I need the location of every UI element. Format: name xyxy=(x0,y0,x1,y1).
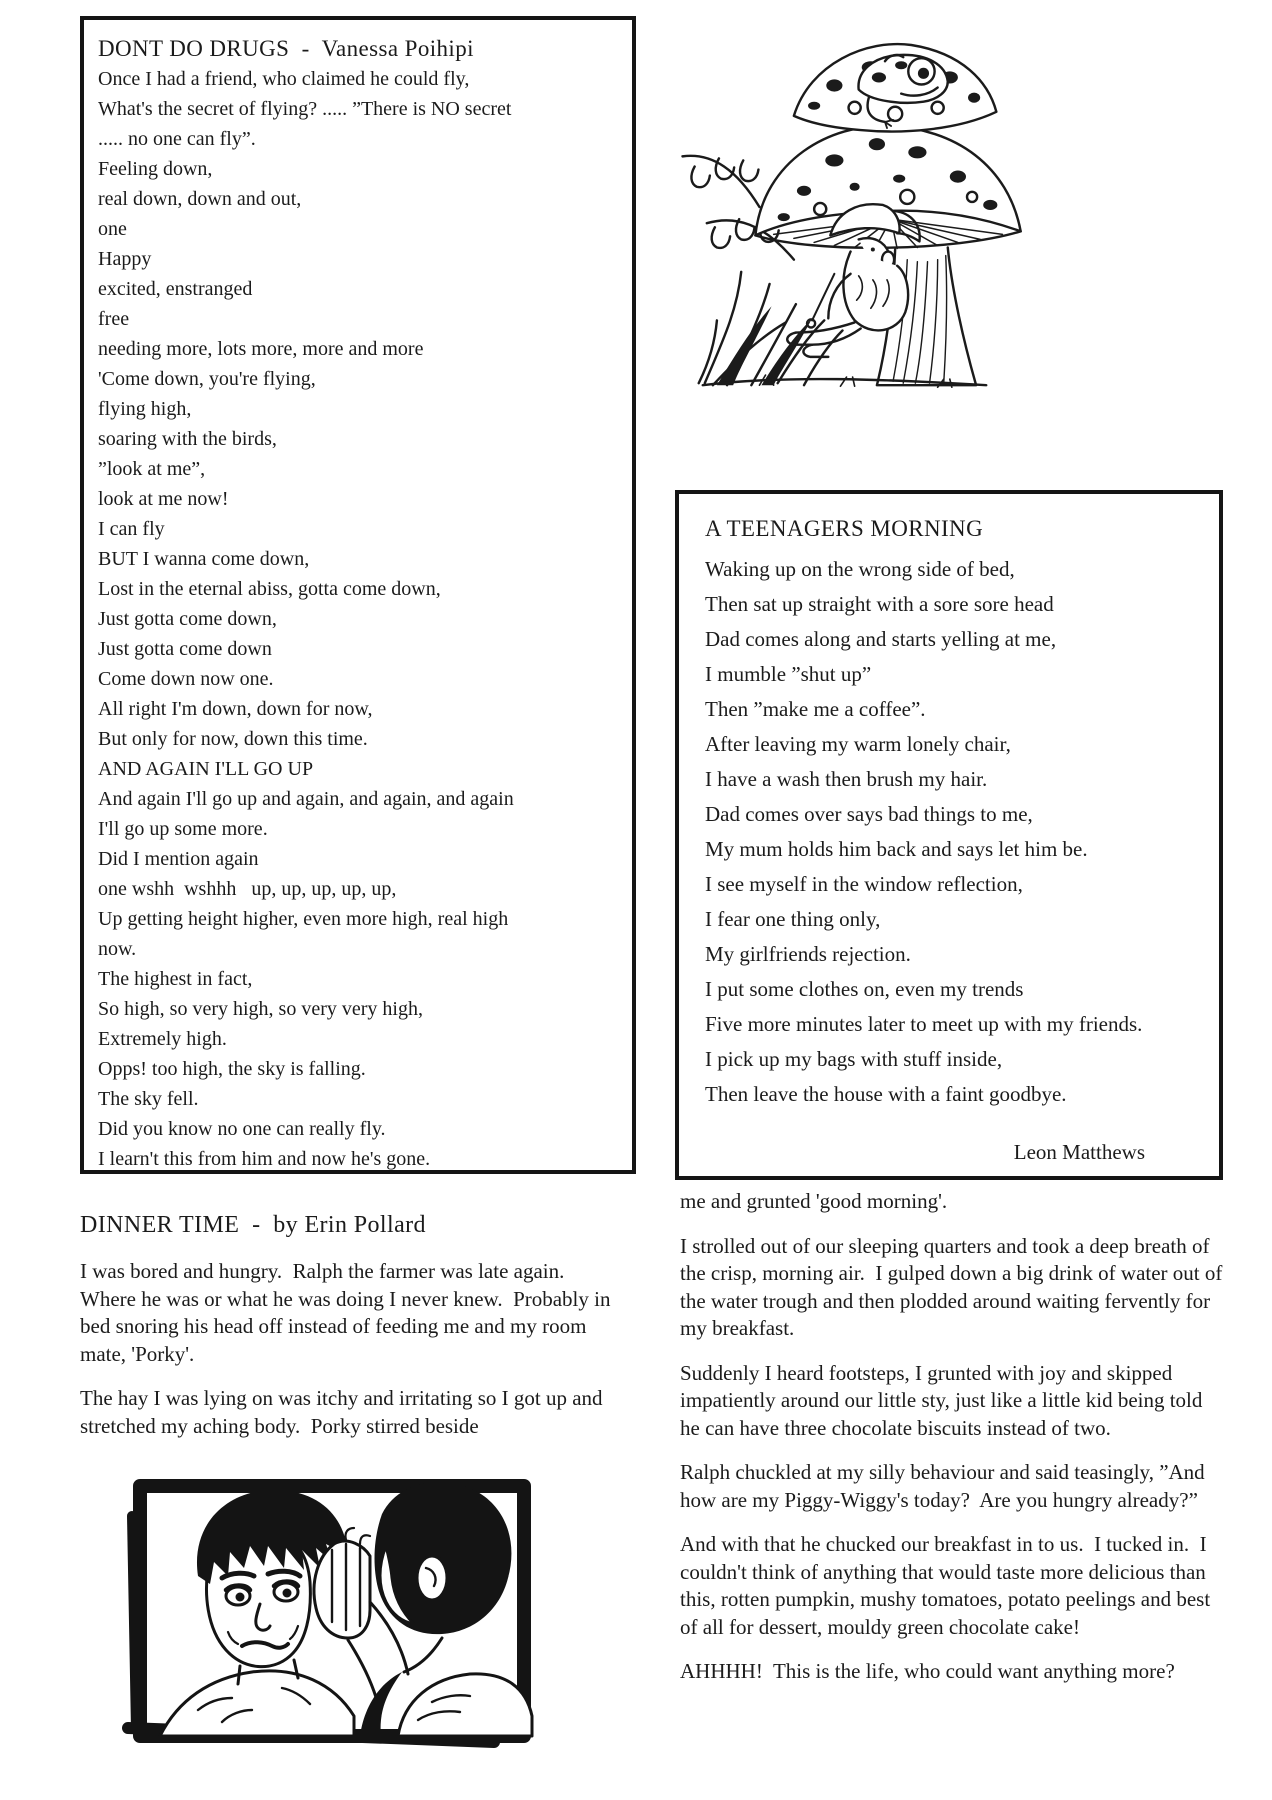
poem-line: Five more minutes later to meet up with my friends. xyxy=(705,1012,1143,1036)
poem-box-teenagers-morning xyxy=(675,490,1223,1180)
poem-line: I pick up my bags with stuff inside, xyxy=(705,1047,1003,1071)
mushroom-gnome-drawing xyxy=(642,18,1047,396)
poem-line: Once I had a friend, who claimed he could fly, xyxy=(98,68,470,90)
poem-line: ”look at me”, xyxy=(98,458,206,480)
poem-box-dont-do-drugs xyxy=(80,16,636,1174)
whispering-boys-drawing xyxy=(102,1426,547,1776)
poem-line: look at me now! xyxy=(98,488,229,510)
poem-morning-author: Leon Matthews xyxy=(1013,1140,1145,1164)
poem-morning-lines xyxy=(705,552,1209,1112)
story-paragraph: Suddenly I heard footsteps, I grunted with joy and skipped impatiently around our little sty, just like a little kid being told he can have three chocolate biscuits instead of two. xyxy=(680,1360,1208,1440)
poem-line: All right I'm down, down for now, xyxy=(98,698,373,720)
poem-line: Feeling down, xyxy=(98,158,213,180)
poem-line: Up getting height higher, even more high, real high xyxy=(98,908,509,930)
story-paragraph: I strolled out of our sleeping quarters and took a deep breath of the crisp, morning air. I gulped down a big drink of water out of the water trough and then plodded around waiting fervently for my breakfast. xyxy=(680,1233,1228,1340)
poem-line: Dad comes along and starts yelling at me, xyxy=(705,627,1057,651)
poem-line: AND AGAIN I'LL GO UP xyxy=(98,758,314,780)
poem-line: flying high, xyxy=(98,398,192,420)
poem-line: My girlfriends rejection. xyxy=(705,942,911,966)
poem-line: BUT I wanna come down, xyxy=(98,548,310,570)
poem-line: needing more, lots more, more and more xyxy=(98,338,424,360)
poem-line: Did you know no one can really fly. xyxy=(98,1118,386,1140)
poem-line: I have a wash then brush my hair. xyxy=(705,767,988,791)
poem-line: Dad comes over says bad things to me, xyxy=(705,802,1033,826)
poem-drugs-lines xyxy=(98,64,626,1174)
poem-line: Lost in the eternal abiss, gotta come down, xyxy=(98,578,441,600)
mushroom-gnome-illustration xyxy=(642,18,1047,396)
poem-line: And again I'll go up and again, and again, and again xyxy=(98,788,514,810)
poem-line: I put some clothes on, even my trends xyxy=(705,977,1024,1001)
poem-line: I fear one thing only, xyxy=(705,907,881,931)
poem-line: now. xyxy=(98,938,137,960)
poem-line: real down, down and out, xyxy=(98,188,302,210)
poem-line: soaring with the birds, xyxy=(98,428,277,450)
poem-line: Opps! too high, the sky is falling. xyxy=(98,1058,366,1080)
story-heading: DINNER TIME - by Erin Pollard xyxy=(80,1212,426,1238)
story-paragraph: I was bored and hungry. Ralph the farmer was late again. Where he was or what he was doing I never knew. Probably in bed snoring his head off instead of feeding me and my room mate, 'Porky'. xyxy=(80,1259,616,1366)
poem-line: After leaving my warm lonely chair, xyxy=(705,732,1011,756)
poem-line: What's the secret of flying? ..... ”There is NO secret xyxy=(98,98,512,120)
story-column-right xyxy=(680,1188,1228,1703)
poem-line: Happy xyxy=(98,248,152,270)
poem-line: I mumble ”shut up” xyxy=(705,662,872,686)
poem-line: Just gotta come down xyxy=(98,638,272,660)
poem-line: excited, enstranged xyxy=(98,278,253,300)
poem-line: The sky fell. xyxy=(98,1088,199,1110)
poem-line: ..... no one can fly”. xyxy=(98,128,256,150)
poem-line: My mum holds him back and says let him be. xyxy=(705,837,1088,861)
poem-line: I see myself in the window reflection, xyxy=(705,872,1023,896)
poem-line: So high, so very high, so very very high, xyxy=(98,998,423,1020)
poem-line: Waking up on the wrong side of bed, xyxy=(705,557,1015,581)
poem-line: free xyxy=(98,308,130,330)
poem-line: The highest in fact, xyxy=(98,968,253,990)
poem-line: I'll go up some more. xyxy=(98,818,268,840)
story-paragraph: The hay I was lying on was itchy and irritating so I got up and stretched my aching body. Porky stirred beside xyxy=(80,1386,608,1438)
poem-line: Then leave the house with a faint goodbye. xyxy=(705,1082,1067,1106)
poem-drugs-title: DONT DO DRUGS - Vanessa Poihipi xyxy=(98,36,474,61)
poem-line: Just gotta come down, xyxy=(98,608,277,630)
story-paragraph: And with that he chucked our breakfast in to us. I tucked in. I couldn't think of anything that would taste more delicious than this, rotten pumpkin, mushy tomatoes, potato peelings and best of all for dessert, mouldy green chocolate cake! xyxy=(680,1532,1216,1639)
story-paragraph: me and grunted 'good morning'. xyxy=(680,1189,948,1213)
story-paragraph: Ralph chuckled at my silly behaviour and said teasingly, ”And how are my Piggy-Wiggy's today? Are you hungry already?” xyxy=(680,1460,1210,1512)
poem-line: I can fly xyxy=(98,518,165,540)
poem-line: But only for now, down this time. xyxy=(98,728,368,750)
poem-line: Then ”make me a coffee”. xyxy=(705,697,926,721)
poem-line: Come down now one. xyxy=(98,668,274,690)
poem-line: one xyxy=(98,218,127,240)
poem-line: one wshh wshhh up, up, up, up, up, xyxy=(98,878,397,900)
poem-line: I learn't this from him and now he's gone. xyxy=(98,1148,431,1170)
story-paragraph: AHHHH! This is the life, who could want anything more? xyxy=(680,1659,1175,1683)
whispering-boys-illustration xyxy=(102,1426,547,1776)
poem-line: Did I mention again xyxy=(98,848,259,870)
poem-line: Extremely high. xyxy=(98,1028,227,1050)
poem-morning-title: A TEENAGERS MORNING xyxy=(705,516,984,541)
poem-line: Then sat up straight with a sore sore head xyxy=(705,592,1054,616)
poem-line: 'Come down, you're flying, xyxy=(98,368,316,390)
